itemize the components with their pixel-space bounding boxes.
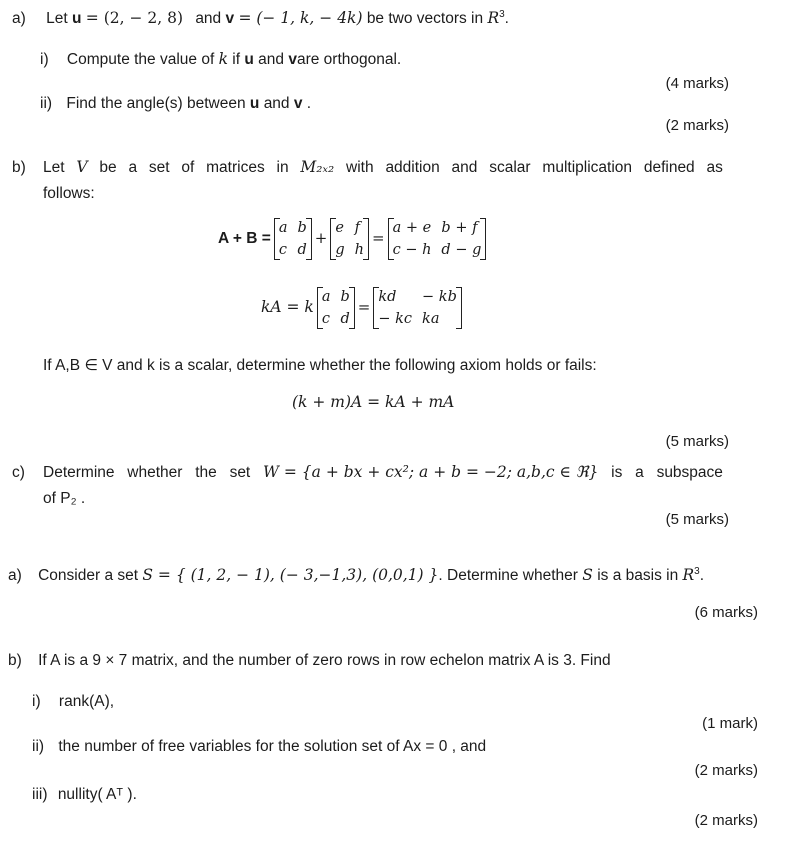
q2b-ii: [32, 738, 486, 756]
q1c-w7: subspace: [656, 464, 723, 481]
q1a-space-exp: 3: [499, 9, 505, 20]
q1b-scalar-equation: kA = k a b c d = kd − kb − kc ka: [261, 287, 462, 329]
q1c-w6: a: [635, 464, 644, 481]
q1a-label: a): [12, 10, 26, 28]
q1b-sum-lhs: A + B =: [218, 230, 271, 248]
q1a-i-and: and: [258, 51, 285, 68]
q1b-line2: follows:: [43, 185, 95, 202]
q2b-i: [32, 693, 114, 711]
q1a-let: Let: [46, 10, 68, 28]
q1b-w6: matrices: [206, 159, 265, 176]
q1a-ii-v: v: [293, 95, 303, 112]
q2a-text1: Consider a set: [38, 567, 139, 585]
matrix-cell: c − h: [392, 242, 432, 258]
q2a-space-exp: 3: [694, 566, 700, 577]
q2a-s: S: [582, 566, 593, 585]
q1c-line1: [43, 464, 723, 482]
q2a-text2: . Determine whether: [438, 567, 578, 585]
q1a-ii-u: u: [249, 95, 260, 112]
matrix-cell: ka: [422, 311, 440, 327]
matrix-scalar-result: [373, 287, 462, 329]
q1a-and: and: [195, 10, 222, 28]
q1a-ii-label: ii): [40, 95, 53, 112]
q1a-i-label: i): [40, 51, 49, 68]
q1a-i: [40, 51, 401, 69]
q2a-text3: is a basis in: [597, 567, 679, 585]
q1b-label: b): [12, 159, 26, 176]
q1b-axiom: (k + m)A = kA + mA: [292, 393, 455, 411]
q1a-i-text: Compute the value of: [66, 51, 215, 68]
q2a-statement: a) Consider a set S = { (1, 2, − 1), (− 3,−1,3), (0,0,1) }. Determine whether S is a basis in $R^3$.: [8, 566, 705, 585]
q1b-w15: as: [706, 159, 723, 176]
q1a-i-k: k: [218, 50, 228, 68]
matrix-cell: a: [321, 289, 331, 305]
matrix-cell: h: [354, 242, 365, 258]
matrix-sum-result: [388, 218, 487, 260]
q2a-marks: (6 marks): [694, 604, 758, 621]
q1a-space: R: [487, 9, 500, 28]
q2b-i-text: rank(A),: [58, 693, 115, 710]
q1a-ii: ii) Find the angle(s) between u and v .: [40, 95, 312, 112]
matrix-cell: d − g: [441, 242, 482, 258]
q2b-ii-text: the number of free variables for the solution set of Ax = 0 , and: [58, 738, 487, 755]
q1b-scal-lhs: kA = k: [261, 298, 314, 317]
q1b-w9: with: [346, 159, 374, 176]
q2b-iii-label: iii): [32, 786, 48, 803]
q2a-set: S = { (1, 2, − 1), (− 3,−1,3), (0,0,1) }: [142, 566, 439, 585]
q2b-iii-text: nullity( Aᵀ ).: [57, 786, 137, 803]
matrix-a2: [317, 287, 355, 329]
q1c-set: W = {a + bx + cx²; a + b = −2; a,b,c ∈ ℜ}: [263, 463, 599, 481]
q1a-i-text3: are orthogonal.: [296, 51, 402, 68]
q2a-space: R: [682, 566, 695, 585]
q1a-u-value: (2, − 2, 8): [103, 9, 183, 28]
q1b-sum-equation: A + B = a b c d + e f g h = a + e b + f c − h d − g: [218, 218, 486, 260]
q1a-tail: be two vectors in: [366, 10, 484, 28]
q1c-marks: (5 marks): [665, 511, 729, 528]
q1c-w3: set: [229, 464, 251, 481]
matrix-cell: a: [278, 220, 288, 236]
q2b-label: b): [8, 652, 22, 669]
q1b-w5: of: [181, 159, 195, 176]
q1b-w12: scalar: [489, 159, 531, 176]
q1b-w11: and: [451, 159, 478, 176]
q1a-i-v: v: [288, 51, 297, 68]
q1a-u-name: u: [71, 10, 82, 28]
q1c-line2: of P₂ .: [43, 490, 86, 507]
q2b-statement: [8, 652, 611, 670]
q2b-iii-marks: (2 marks): [694, 812, 758, 829]
q1c-w0: Determine: [43, 464, 115, 481]
matrix-a: [274, 218, 312, 260]
matrix-cell: b: [340, 289, 350, 305]
matrix-cell: a + e: [392, 220, 432, 236]
q1b-marks: (5 marks): [665, 433, 729, 450]
q2b-ii-label: ii): [32, 738, 45, 755]
q1a-ii-marks: (2 marks): [665, 117, 729, 134]
matrix-cell: f: [354, 220, 361, 236]
q1c-w1: whether: [127, 464, 183, 481]
q1b-w13: multiplication: [542, 159, 633, 176]
q2b-ii-marks: (2 marks): [694, 762, 758, 779]
q1c-w2: the: [195, 464, 217, 481]
q1a-ii-and: and: [263, 95, 290, 112]
q1c-w5: is: [611, 464, 623, 481]
matrix-e: [330, 218, 369, 260]
q1b-w2: be: [99, 159, 117, 176]
matrix-cell: c: [321, 311, 330, 327]
matrix-cell: − kb: [422, 289, 457, 305]
matrix-cell: d: [297, 242, 307, 258]
q1b-w0: Let: [43, 159, 65, 176]
matrix-cell: b + f: [441, 220, 478, 236]
matrix-cell: − kc: [378, 311, 413, 327]
q2a-label: a): [8, 567, 22, 585]
q1b-w14: defined: [643, 159, 695, 176]
matrix-cell: e: [335, 220, 344, 236]
q2b-iii: [32, 786, 137, 804]
q1b-w4: set: [148, 159, 170, 176]
q1b-if-text: If A,B ∈ V and k is a scalar, determine whether the following axiom holds or fails:: [43, 357, 597, 374]
matrix-cell: kd: [378, 289, 397, 305]
q1b-w8: M₂ₓ₂: [300, 158, 335, 176]
q2b-i-marks: (1 mark): [702, 715, 758, 732]
q2b-text: If A is a 9 × 7 matrix, and the number of zero rows in row echelon matrix A is 3. Find: [38, 652, 611, 669]
matrix-cell: g: [335, 242, 345, 258]
q1a-i-u: u: [244, 51, 254, 68]
q1a-v-name: v: [225, 10, 235, 28]
q1b-w3: a: [128, 159, 138, 176]
q1b-line1: [43, 159, 723, 177]
q1b-w7: in: [276, 159, 289, 176]
q1a-v-value: (− 1, k, − 4k): [256, 9, 363, 28]
q1a-statement: a) Let u = (2, − 2, 8) and v = (− 1, k, − 4k) be two vectors in $R^3$.: [12, 9, 509, 28]
q2b-i-label: i): [32, 693, 41, 710]
matrix-cell: c: [278, 242, 287, 258]
q1b-w1: V: [76, 158, 88, 176]
q1a-i-marks: (4 marks): [665, 75, 729, 92]
q1c-label: c): [12, 464, 25, 481]
q1a-ii-text: Find the angle(s) between: [66, 95, 246, 112]
q1b-w10: addition: [385, 159, 440, 176]
q1a-i-if: if: [232, 51, 241, 68]
matrix-cell: d: [340, 311, 350, 327]
matrix-cell: b: [297, 220, 307, 236]
